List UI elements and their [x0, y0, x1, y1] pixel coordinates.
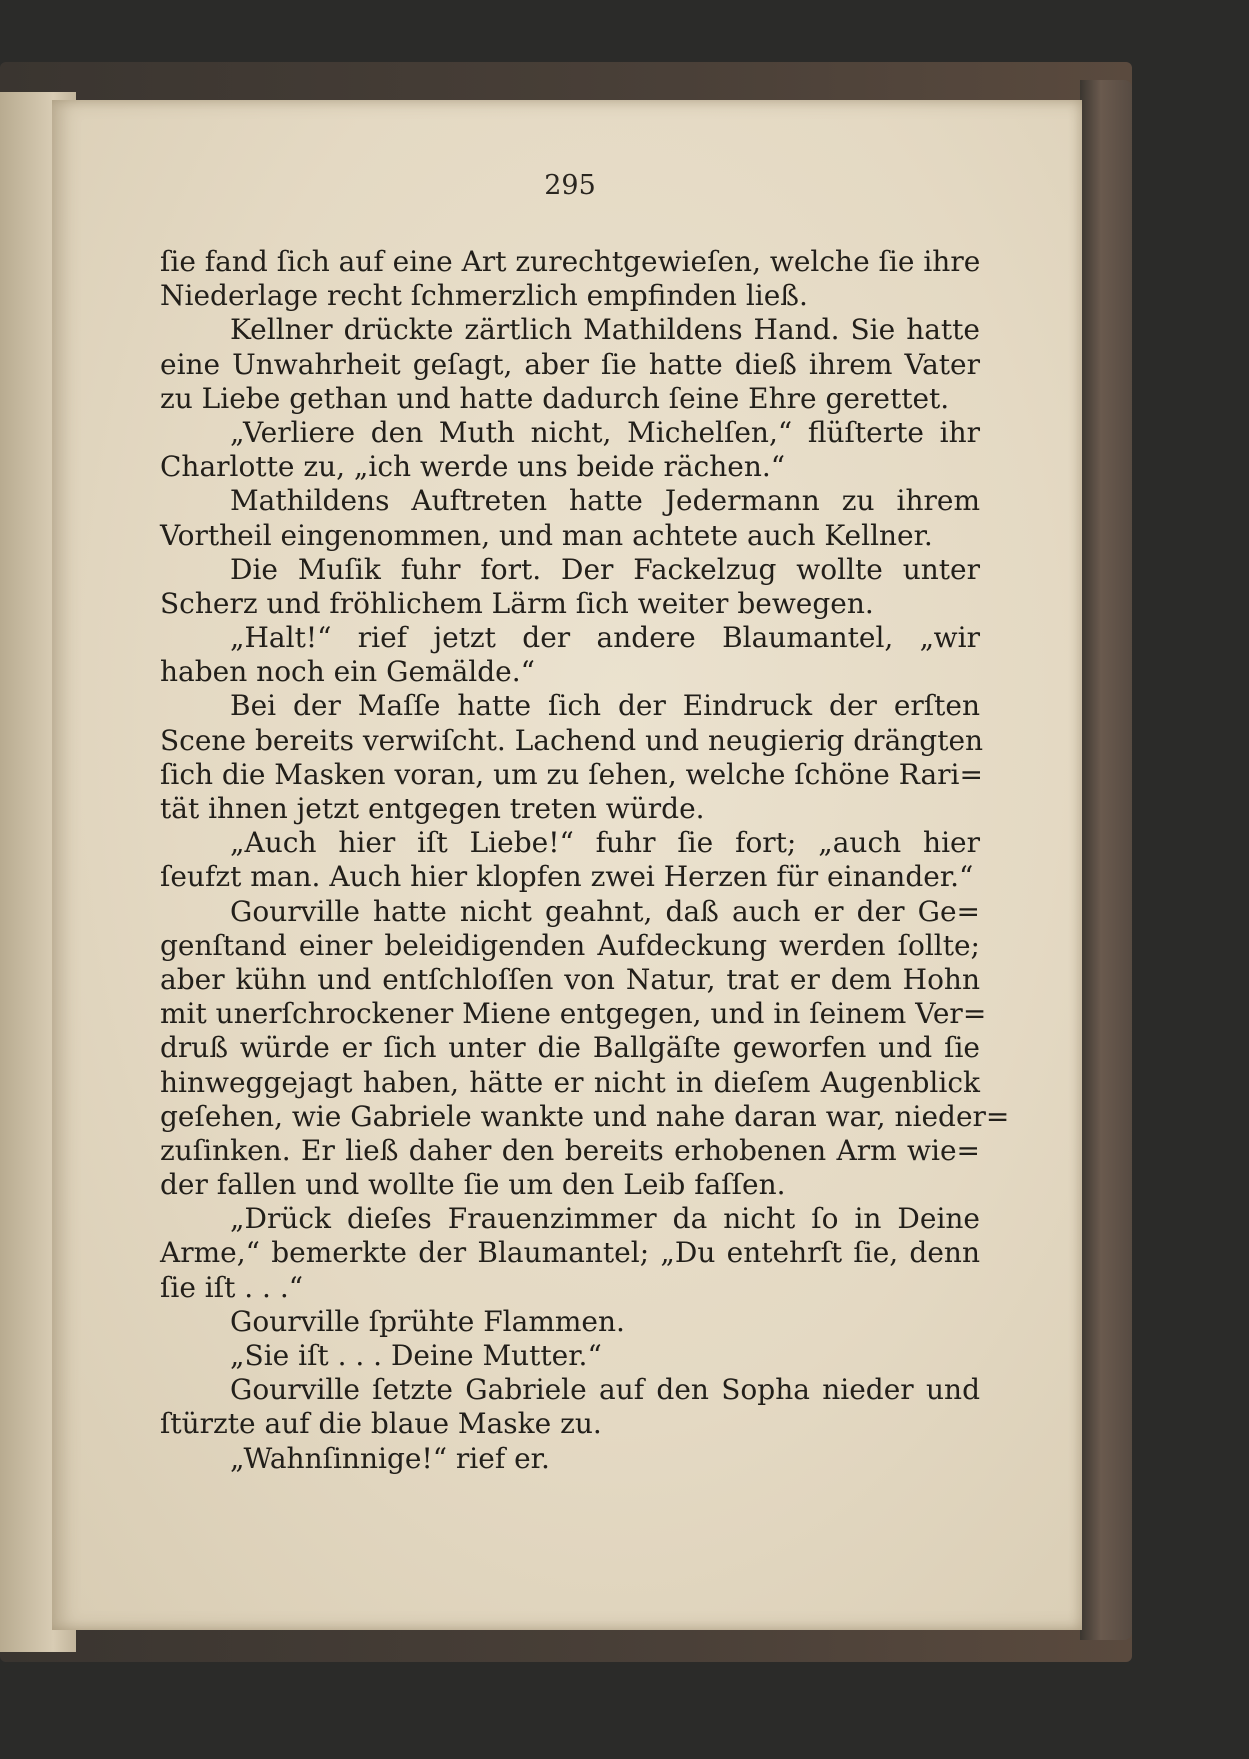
text-line: „Halt!“ rief jetzt der andere Blaumantel, „wir	[230, 621, 980, 655]
text-line: ſeufzt man. Auch hier klopfen zwei Herzen für einander.“	[160, 860, 974, 894]
page-text	[160, 245, 1010, 1476]
text-line: Arme,“ bemerkte der Blaumantel; „Du entehrſt ſie, denn	[160, 1236, 980, 1270]
text-line: „Auch hier iſt Liebe!“ fuhr ſie fort; „auch hier	[230, 826, 980, 860]
text-line: ſie iſt . . .“	[160, 1270, 304, 1304]
text-line: ſtürzte auf die blaue Maske zu.	[160, 1407, 602, 1441]
book-cover-edge	[1080, 80, 1132, 1640]
text-line: geſehen, wie Gabriele wankte und nahe daran war, nieder=	[160, 1099, 1010, 1133]
text-line: der fallen und wollte ſie um den Leib faſſen.	[160, 1168, 786, 1202]
text-line: „Wahnſinnige!“ rief er.	[230, 1441, 550, 1475]
text-line: tät ihnen jetzt entgegen treten würde.	[160, 792, 705, 825]
text-line: hinweggejagt haben, hätte er nicht in dieſem Augenblick	[160, 1065, 980, 1099]
text-line: Vortheil eingenommen, und man achtete auch Kellner.	[160, 518, 933, 552]
text-line: „Sie iſt . . . Deine Mutter.“	[230, 1339, 602, 1372]
text-line: Bei der Maſſe hatte ſich der Eindruck der erſten	[230, 689, 980, 723]
text-line: Gourville hatte nicht geahnt, daß auch er der Ge=	[230, 894, 980, 928]
page-number: 295	[544, 170, 596, 201]
text-line: „Verliere den Muth nicht, Michelſen,“ flüſterte ihr	[230, 415, 980, 449]
text-line: zuſinken. Er ließ daher den bereits erhobenen Arm wie=	[160, 1133, 980, 1167]
text-line: aber kühn und entſchloſſen von Natur, trat er dem Hohn	[160, 962, 980, 996]
text-line: Scherz und fröhlichem Lärm ſich weiter bewegen.	[160, 586, 874, 620]
text-line: Scene bereits verwiſcht. Lachend und neugierig drängten	[160, 723, 984, 757]
text-line: zu Liebe gethan und hatte dadurch ſeine Ehre gerettet.	[160, 381, 950, 415]
text-line: Charlotte zu, „ich werde uns beide rächen.“	[160, 450, 786, 484]
text-line: eine Unwahrheit geſagt, aber ſie hatte dieß ihrem Vater	[160, 347, 980, 381]
text-line: ſich die Masken voran, um zu ſehen, welche ſchöne Rari=	[160, 757, 983, 791]
text-line: Kellner drückte zärtlich Mathildens Hand. Sie hatte	[230, 313, 980, 347]
text-line: mit unerſchrockener Miene entgegen, und in ſeinem Ver=	[160, 997, 987, 1031]
text-line: haben noch ein Gemälde.“	[160, 655, 535, 689]
text-line: druß würde er ſich unter die Ballgäſte geworfen und ſie	[160, 1031, 980, 1065]
text-line: „Drück dieſes Frauenzimmer da nicht ſo in Deine	[230, 1202, 980, 1236]
text-line: Niederlage recht ſchmerzlich empfinden ließ.	[160, 279, 808, 313]
text-line: Die Muſik fuhr fort. Der Fackelzug wollte unter	[230, 552, 980, 586]
text-line: Gourville ſetzte Gabriele auf den Sopha nieder und	[230, 1373, 980, 1407]
text-line: genſtand einer beleidigenden Aufdeckung werden ſollte;	[160, 928, 980, 962]
text-line: ſie fand ſich auf eine Art zurechtgewieſen, welche ſie ihre	[160, 245, 981, 278]
text-line: Mathildens Auftreten hatte Jedermann zu ihrem	[230, 484, 980, 518]
text-line: Gourville ſprühte Flammen.	[230, 1304, 625, 1338]
